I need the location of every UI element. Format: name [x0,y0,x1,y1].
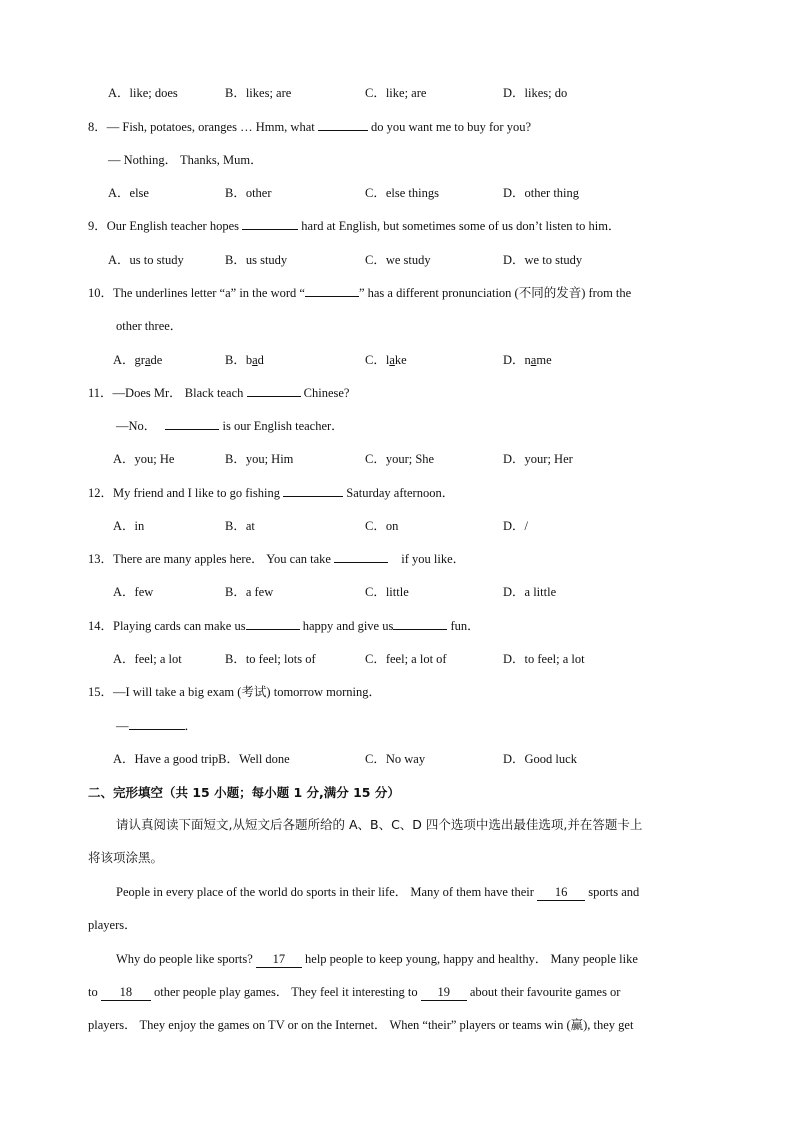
q8-option-c[interactable]: C．else things [365,186,439,200]
q8-stem [88,119,531,135]
section-2-instruction-line2: 将该项涂黑。 [88,850,164,865]
q15-reply-part2: ． [184,719,198,733]
q10-option-c[interactable] [365,352,407,368]
q9-blank[interactable] [242,218,298,230]
q9-option-b[interactable]: B．us study [225,253,288,267]
q13-stem [88,551,465,567]
q15-option-c[interactable]: C．No way [365,752,426,766]
q15-stem: 15．—I will take a big exam (考试) tomorrow morning． [88,685,381,699]
q14-option-b[interactable]: B．to feel; lots of [225,652,316,666]
q10-stem-part1: 10．The underlines letter “a” in the word “ [88,286,305,300]
cloze-blank-16[interactable]: 16 [537,884,585,901]
q11-stem [88,385,349,401]
q12-option-d[interactable]: D．/ [503,519,529,533]
q9-stem-part2: hard at English, but sometimes some of us don’t listen to him． [301,219,621,233]
q15-reply-part1: — [116,719,129,733]
q8-stem-part1: 8．— Fish, potatoes, oranges … Hmm, what [88,120,315,134]
cloze-blank-19[interactable]: 19 [421,984,467,1001]
q11-option-c[interactable]: C．your; She [365,452,435,466]
q13-option-a[interactable]: A．few [113,585,154,599]
section-2-instruction-line1: 请认真阅读下面短文,从短文后各题所给的 A、B、C、D 四个选项中选出最佳选项,并在答题卡上 [116,817,643,832]
passage-p2-text-d: other people play games． They feel it interesting to [153,985,418,999]
q9-option-c[interactable]: C．we study [365,253,431,267]
q14-blank-2[interactable] [393,618,447,630]
q14-blank-1[interactable] [246,618,300,630]
q10-stem-part2: ” has a different pronunciation (不同的发音) from the [358,286,632,300]
q10-option-c-pre: C．l [365,353,390,367]
q10-blank[interactable] [305,285,359,297]
q10-option-d-post: me [536,353,552,367]
q8-stem-part2: do you want me to buy for you? [370,120,532,134]
passage-p1-text-a: People in every place of the world do sports in their life． Many of them have their [116,885,534,899]
q12-stem [88,485,454,501]
q13-stem-part2: if you like． [401,552,466,566]
q7-option-a[interactable]: A．like; does [108,86,178,100]
q11-blank-2[interactable] [165,418,219,430]
q12-option-a[interactable]: A．in [113,519,145,533]
q10-option-a-post: de [150,353,163,367]
q8-option-a[interactable]: A．else [108,186,149,200]
q11-blank-1[interactable] [247,385,301,397]
q13-stem-part1: 13．There are many apples here． You can take [88,552,331,566]
q13-blank[interactable] [334,551,388,563]
q10-option-b-post: d [257,353,264,367]
q13-option-d[interactable]: D．a little [503,585,557,599]
q12-stem-part1: 12．My friend and I like to go fishing [88,486,280,500]
passage-p2-text-c: to [88,985,98,999]
q11-stem-part1: 11．—Does Mr． Black teach [88,386,244,400]
q8-reply: — Nothing． Thanks, Mum． [108,153,263,167]
q12-option-c[interactable]: C．on [365,519,399,533]
q8-option-d[interactable]: D．other thing [503,186,580,200]
q9-stem-part1: 9．Our English teacher hopes [88,219,240,233]
passage-paragraph-2-line2 [88,984,620,1001]
q10-stem-continued: other three． [116,319,183,333]
q14-stem [88,618,480,634]
passage-paragraph-1-line2: players． [88,918,137,932]
q10-option-a-underlined: a [144,353,151,367]
q14-option-d[interactable]: D．to feel; a lot [503,652,585,666]
passage-paragraph-2-line1 [116,951,638,968]
q12-blank[interactable] [283,485,343,497]
q7-option-c[interactable]: C．like; are [365,86,427,100]
cloze-blank-17[interactable]: 17 [256,951,302,968]
q15-blank[interactable] [129,718,185,730]
q10-option-b[interactable] [225,352,264,368]
q10-option-d-pre: D．n [503,353,531,367]
q14-stem-part1: 14．Playing cards can make us [88,619,246,633]
q14-option-c[interactable]: C．feel; a lot of [365,652,447,666]
q9-stem [88,218,620,234]
q10-option-b-underlined: a [252,353,258,367]
section-2-title: 二、完形填空（共 15 小题；每小题 1 分,满分 15 分） [88,785,400,800]
q14-stem-part2: happy and give us [302,619,394,633]
q12-option-b[interactable]: B．at [225,519,255,533]
q10-option-a-pre: A．gr [113,353,145,367]
passage-p2-text-b: help people to keep young, happy and healthy． Many people like [305,952,638,966]
q13-option-b[interactable]: B．a few [225,585,274,599]
passage-p2-text-e: about their favourite games or [469,985,621,999]
q7-option-b[interactable]: B．likes; are [225,86,292,100]
q8-option-b[interactable]: B．other [225,186,272,200]
q14-option-a[interactable]: A．feel; a lot [113,652,182,666]
q10-option-d-underlined: a [530,353,537,367]
q15-option-ab[interactable]: A．Have a good tripB．Well done [113,752,290,766]
q10-option-a[interactable] [113,352,162,368]
q11-stem-part2: Chinese? [303,386,350,400]
q13-option-c[interactable]: C．little [365,585,409,599]
q10-stem [88,285,631,301]
q9-option-a[interactable]: A．us to study [108,253,184,267]
q11-option-b[interactable]: B．you; Him [225,452,294,466]
q11-option-a[interactable]: A．you; He [113,452,175,466]
q11-reply [116,418,344,434]
q14-stem-part3: fun． [450,619,480,633]
q10-option-c-underlined: a [389,353,395,367]
q11-reply-part2: is our English teacher． [222,419,344,433]
passage-paragraph-2-line3: players． They enjoy the games on TV or on the Internet． When “their” players or teams win (赢), they get [88,1018,634,1032]
q9-option-d[interactable]: D．we to study [503,253,583,267]
q10-option-c-post: ke [394,353,407,367]
passage-p1-text-b: sports and [588,885,640,899]
q11-reply-part1: —No． [116,419,157,433]
passage-p2-text-a: Why do people like sports? [116,952,253,966]
q10-option-b-pre: B．b [225,353,253,367]
q10-option-d[interactable] [503,352,552,368]
cloze-blank-18[interactable]: 18 [101,984,151,1001]
passage-paragraph-1-line1 [116,884,639,901]
q15-option-d[interactable]: D．Good luck [503,752,577,766]
q11-option-d[interactable]: D．your; Her [503,452,573,466]
q15-reply [116,718,197,734]
q8-blank[interactable] [318,119,368,131]
q7-option-d[interactable]: D．likes; do [503,86,568,100]
q12-stem-part2: Saturday afternoon． [346,486,455,500]
